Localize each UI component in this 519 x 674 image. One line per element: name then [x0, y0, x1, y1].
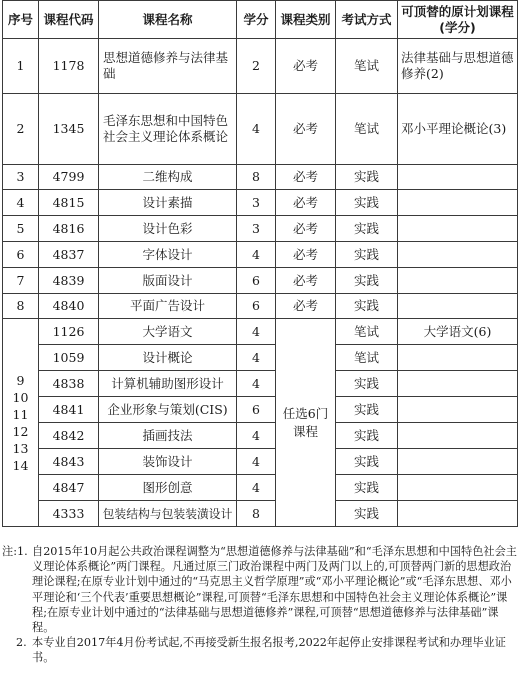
- exam-cell: 实践: [336, 190, 398, 216]
- table-row: [3, 94, 518, 165]
- code-cell: 4838: [39, 371, 99, 397]
- replace-cell: 法律基础与思想道德修养(2): [398, 39, 518, 94]
- credit-cell: 4: [237, 449, 276, 475]
- course-name-cell: 计算机辅助图形设计: [99, 371, 237, 397]
- code-cell: 1059: [39, 345, 99, 371]
- exam-cell: 实践: [336, 294, 398, 319]
- credit-cell: 4: [237, 94, 276, 165]
- exam-cell: 笔试: [336, 39, 398, 94]
- table-row: [3, 268, 518, 294]
- note-label: 注:1.: [2, 545, 28, 558]
- group-seq-number: 13: [12, 440, 29, 456]
- credit-cell: 4: [237, 371, 276, 397]
- replace-cell: 邓小平理论概论(3): [398, 94, 518, 165]
- course-name-cell: 装饰设计: [99, 449, 237, 475]
- replace-cell: [398, 475, 518, 501]
- code-cell: 1345: [39, 94, 99, 165]
- credit-cell: 8: [237, 501, 276, 527]
- group-seq-number: 14: [12, 457, 29, 473]
- seq-cell: 3: [3, 165, 39, 190]
- replace-cell: [398, 294, 518, 319]
- exam-cell: 实践: [336, 423, 398, 449]
- course-name-cell: 版面设计: [99, 268, 237, 294]
- exam-cell: 实践: [336, 371, 398, 397]
- credit-cell: 6: [237, 294, 276, 319]
- exam-cell: 笔试: [336, 319, 398, 345]
- credit-cell: 6: [237, 397, 276, 423]
- table-row: [3, 475, 518, 501]
- category-cell: 必考: [276, 268, 336, 294]
- table-row: [3, 165, 518, 190]
- table-row: [3, 242, 518, 268]
- credit-cell: 3: [237, 190, 276, 216]
- code-cell: 4815: [39, 190, 99, 216]
- exam-cell: 实践: [336, 216, 398, 242]
- credit-cell: 8: [237, 165, 276, 190]
- replace-cell: [398, 423, 518, 449]
- table-row: [3, 345, 518, 371]
- header-row: [3, 1, 518, 39]
- replace-cell: [398, 216, 518, 242]
- exam-cell: 笔试: [336, 94, 398, 165]
- seq-cell: 6: [3, 242, 39, 268]
- exam-cell: 笔试: [336, 345, 398, 371]
- exam-cell: 实践: [336, 165, 398, 190]
- course-name-cell: 大学语文: [99, 319, 237, 345]
- credit-cell: 4: [237, 319, 276, 345]
- category-cell: 必考: [276, 190, 336, 216]
- group-seq-cell: [3, 319, 39, 527]
- exam-cell: 实践: [336, 268, 398, 294]
- code-cell: 4847: [39, 475, 99, 501]
- table-row: [3, 294, 518, 319]
- credit-cell: 4: [237, 345, 276, 371]
- replace-cell: [398, 268, 518, 294]
- category-cell: 必考: [276, 39, 336, 94]
- course-plan-page: [2, 0, 517, 527]
- course-name-cell: 毛泽东思想和中国特色社会主义理论体系概论: [99, 94, 237, 165]
- course-name-cell: 平面广告设计: [99, 294, 237, 319]
- course-name-cell: 字体设计: [99, 242, 237, 268]
- table-row: [3, 397, 518, 423]
- code-cell: 1126: [39, 319, 99, 345]
- group-seq-number: 11: [12, 406, 29, 422]
- replace-cell: [398, 345, 518, 371]
- course-name-cell: 企业形象与策划(CIS): [99, 397, 237, 423]
- course-name-cell: 图形创意: [99, 475, 237, 501]
- category-cell: 必考: [276, 216, 336, 242]
- note-text: 自2015年10月起公共政治课程调整为“思想道德修养与法律基础”和“毛泽东思想和中国特色社会主义理论体系概论”两门课程。凡通过原三门政治课程中两门及两门以上的,可顶替两门新的思想政治理论课程;在原专业计划中通过的“马克思主义哲学原理”或“邓小平理论概论”或“毛泽东思想、邓小平理论和‘三个代表’重要思想概论”课程,可顶替“毛泽东思想和中国特色社会主义理论体系概论”课程;在原专业计划中通过的“法律基础与思想道德修养”课程,可顶替“思想道德修养与法律基础”课程。: [32, 545, 517, 635]
- table-row: [3, 423, 518, 449]
- category-cell: 必考: [276, 294, 336, 319]
- course-name-cell: 设计概论: [99, 345, 237, 371]
- seq-cell: 2: [3, 94, 39, 165]
- elective-category-text: 任选6门课程: [282, 405, 329, 439]
- elective-category-cell: [276, 319, 336, 527]
- code-cell: 4840: [39, 294, 99, 319]
- exam-cell: 实践: [336, 475, 398, 501]
- course-name-cell: 二维构成: [99, 165, 237, 190]
- code-cell: 4843: [39, 449, 99, 475]
- table-row: [3, 319, 518, 345]
- course-name-cell: 思想道德修养与法律基础: [99, 39, 237, 94]
- course-name-cell: 设计色彩: [99, 216, 237, 242]
- credit-cell: 2: [237, 39, 276, 94]
- code-cell: 4842: [39, 423, 99, 449]
- table-row: [3, 371, 518, 397]
- code-cell: 4841: [39, 397, 99, 423]
- code-cell: 4839: [39, 268, 99, 294]
- code-cell: 4816: [39, 216, 99, 242]
- header-exam: 考试方式: [336, 1, 398, 39]
- credit-cell: 3: [237, 216, 276, 242]
- exam-cell: 实践: [336, 242, 398, 268]
- header-credit: 学分: [237, 1, 276, 39]
- note-label: 2.: [16, 636, 27, 650]
- replace-cell: [398, 449, 518, 475]
- group-seq-number: 9: [16, 372, 25, 388]
- replace-cell: [398, 501, 518, 527]
- category-cell: 必考: [276, 94, 336, 165]
- header-seq: 序号: [3, 1, 39, 39]
- replace-cell: [398, 371, 518, 397]
- seq-cell: 1: [3, 39, 39, 94]
- table-row: [3, 216, 518, 242]
- credit-cell: 4: [237, 423, 276, 449]
- header-name: 课程名称: [99, 1, 237, 39]
- seq-cell: 8: [3, 294, 39, 319]
- replace-cell: [398, 165, 518, 190]
- credit-cell: 4: [237, 242, 276, 268]
- exam-cell: 实践: [336, 501, 398, 527]
- seq-cell: 7: [3, 268, 39, 294]
- notes-section: [2, 544, 517, 666]
- group-seq-list: [13, 372, 29, 474]
- category-cell: 必考: [276, 242, 336, 268]
- replace-cell: 大学语文(6): [398, 319, 518, 345]
- group-seq-number: 12: [12, 423, 29, 439]
- table-row: [3, 449, 518, 475]
- exam-cell: 实践: [336, 449, 398, 475]
- header-replace: 可顶替的原计划课程(学分): [398, 1, 518, 39]
- code-cell: 4333: [39, 501, 99, 527]
- exam-cell: 实践: [336, 397, 398, 423]
- replace-cell: [398, 242, 518, 268]
- note-text: 本专业自2017年4月份考试起,不再接受新生报名报考,2022年起停止安排课程考试和办理毕业证书。: [32, 636, 506, 665]
- seq-cell: 5: [3, 216, 39, 242]
- table-row: [3, 190, 518, 216]
- replace-cell: [398, 397, 518, 423]
- credit-cell: 4: [237, 475, 276, 501]
- code-cell: 1178: [39, 39, 99, 94]
- table-row: [3, 501, 518, 527]
- course-name-cell: 插画技法: [99, 423, 237, 449]
- table-row: [3, 39, 518, 94]
- seq-cell: 4: [3, 190, 39, 216]
- code-cell: 4837: [39, 242, 99, 268]
- course-name-cell: 设计素描: [99, 190, 237, 216]
- category-cell: 必考: [276, 165, 336, 190]
- note-item: [2, 544, 517, 635]
- header-code: 课程代码: [39, 1, 99, 39]
- course-table: [2, 0, 518, 527]
- header-category: 课程类别: [276, 1, 336, 39]
- group-seq-number: 10: [12, 389, 29, 405]
- credit-cell: 6: [237, 268, 276, 294]
- course-name-cell: 包装结构与包装装潢设计: [99, 501, 237, 527]
- note-item: [2, 635, 517, 665]
- replace-cell: [398, 190, 518, 216]
- code-cell: 4799: [39, 165, 99, 190]
